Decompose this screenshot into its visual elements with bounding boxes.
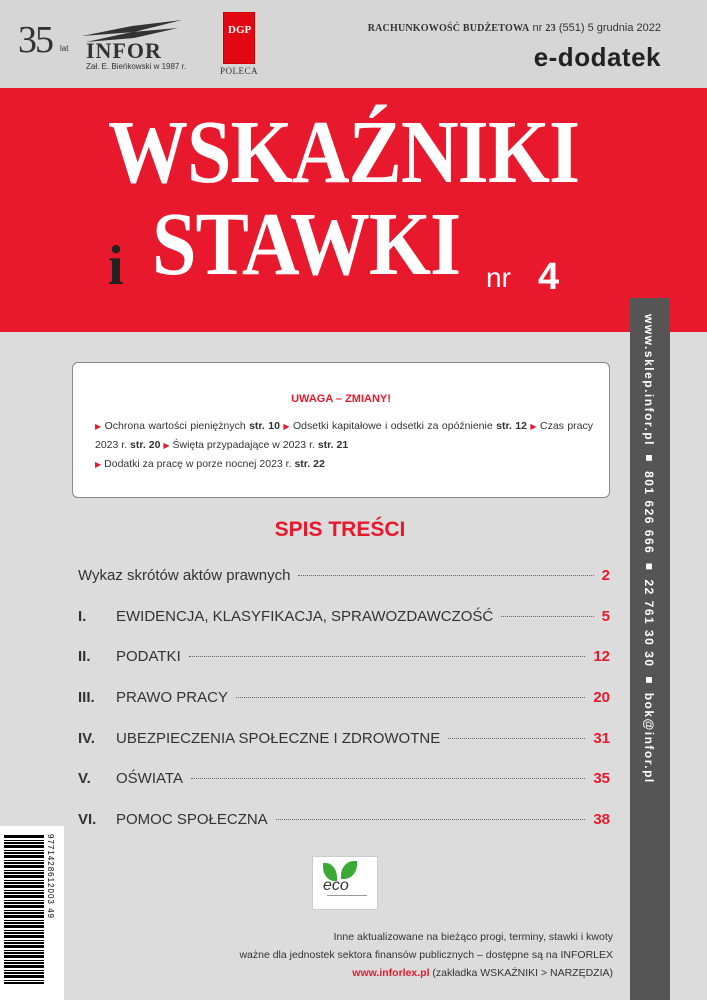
- issue-info: [368, 22, 661, 34]
- toc-leader: [276, 819, 586, 820]
- title-line-1: WSKAŹNIKI: [108, 103, 580, 203]
- arrow-icon: ▶: [530, 422, 537, 431]
- notice-item: ▶ Dodatki za pracę w porze nocnej 2023 r. str. 22: [95, 458, 325, 470]
- toc-leader: [298, 575, 593, 576]
- toc-label: PRAWO PRACY: [116, 689, 228, 706]
- notice-item: ▶ Ochrona wartości pieniężnych str. 10: [95, 420, 280, 432]
- toc-label: PODATKI: [116, 648, 181, 665]
- toc-number: V.: [78, 770, 91, 787]
- number-value: 4: [538, 256, 560, 298]
- toc-leader: [501, 616, 593, 617]
- supplement-label: e-dodatek: [533, 42, 661, 72]
- issue-number: 23: [545, 23, 556, 34]
- footer-note: [239, 928, 613, 982]
- toc-page: 12: [593, 648, 610, 665]
- toc-page: 5: [601, 608, 610, 625]
- anniversary-number: 35: [18, 19, 52, 61]
- footer-line-1: Inne aktualizowane na bieżąco progi, terminy, stawki i kwoty: [333, 931, 613, 943]
- footer-line-2: ważne dla jednostek sektora finansów publicznych – dostępne są na INFORLEX: [239, 949, 613, 961]
- toc-row[interactable]: [78, 608, 610, 630]
- notice-item: ▶ Odsetki kapitałowe i odsetki za opóźnienie str. 12: [283, 420, 527, 432]
- eco-divider: [327, 895, 367, 902]
- footer-line-3: [239, 964, 613, 982]
- notice-body: [95, 417, 593, 474]
- toc-row[interactable]: [78, 770, 610, 792]
- dgp-logo-text: DGP: [228, 24, 252, 36]
- notice-item: ▶ Czas pracy 2023 r. str. 20: [95, 420, 594, 451]
- notice-heading: UWAGA – ZMIANY!: [291, 393, 391, 405]
- toc-leader: [236, 697, 585, 698]
- inforlex-link[interactable]: www.inforlex.pl: [352, 967, 430, 979]
- dgp-logo-icon: [223, 12, 255, 64]
- toc-page: 2: [601, 567, 610, 584]
- toc-leader: [189, 656, 586, 657]
- contact-text: www.sklep.infor.pl ■ 801 626 666 ■ 22 761 30 30 ■ bok@infor.pl: [642, 314, 656, 784]
- issue-date: 5 grudnia 2022: [587, 22, 661, 34]
- notice-item: ▶ Święta przypadające w 2023 r. str. 21: [163, 439, 349, 451]
- changes-notice-box: [72, 362, 610, 498]
- title-conjunction: i: [108, 235, 124, 297]
- barcode-bars: [4, 834, 44, 984]
- toc-page: 20: [593, 689, 610, 706]
- anniversary-unit: lat: [60, 44, 69, 53]
- toc-page: 35: [593, 770, 610, 787]
- arrow-icon: ▶: [95, 460, 102, 469]
- toc-page: 38: [593, 811, 610, 828]
- toc-label: EWIDENCJA, KLASYFIKACJA, SPRAWOZDAWCZOŚĆ: [116, 608, 494, 625]
- issue-label: nr: [532, 22, 543, 34]
- toc-number: I.: [78, 608, 87, 625]
- eco-label-icon: [312, 856, 378, 910]
- toc-number: IV.: [78, 730, 95, 747]
- infor-logo-text: INFOR: [86, 38, 162, 63]
- toc-row[interactable]: [78, 689, 610, 711]
- dgp-endorsement: POLECA: [220, 66, 259, 76]
- toc-heading: SPIS TREŚCI: [274, 518, 406, 541]
- toc-number: II.: [78, 648, 91, 665]
- barcode-digits: 9771428612003 49: [46, 834, 55, 919]
- title-line-2: STAWKI: [152, 195, 461, 295]
- footer-link-suffix: (zakładka WSKAŹNIKI > NARZĘDZIA): [432, 967, 613, 979]
- toc-page: 31: [593, 730, 610, 747]
- toc-number: VI.: [78, 811, 97, 828]
- toc-row[interactable]: [78, 648, 610, 670]
- toc-row[interactable]: [78, 567, 610, 589]
- toc-number: III.: [78, 689, 95, 706]
- series-name: RACHUNKOWOŚĆ BUDŻETOWA: [367, 23, 530, 34]
- toc-label: Wykaz skrótów aktów prawnych: [78, 567, 291, 584]
- toc-label: UBEZPIECZENIA SPOŁECZNE I ZDROWOTNE: [116, 730, 441, 747]
- toc-row[interactable]: [78, 811, 610, 833]
- barcode-icon: [0, 826, 64, 1000]
- toc-row[interactable]: [78, 730, 610, 752]
- toc-leader: [191, 778, 585, 779]
- toc-leader: [448, 738, 585, 739]
- issue-total: (551): [558, 22, 585, 34]
- eco-word: eco: [323, 877, 349, 894]
- infor-logo-subtitle: Zał. E. Bieńkowski w 1987 r.: [86, 62, 187, 71]
- arrow-icon: ▶: [283, 422, 290, 431]
- toc-label: POMOC SPOŁECZNA: [116, 811, 268, 828]
- arrow-icon: ▶: [163, 441, 170, 450]
- toc-label: OŚWIATA: [116, 770, 183, 787]
- arrow-icon: ▶: [95, 422, 102, 431]
- number-label: nr: [486, 262, 511, 293]
